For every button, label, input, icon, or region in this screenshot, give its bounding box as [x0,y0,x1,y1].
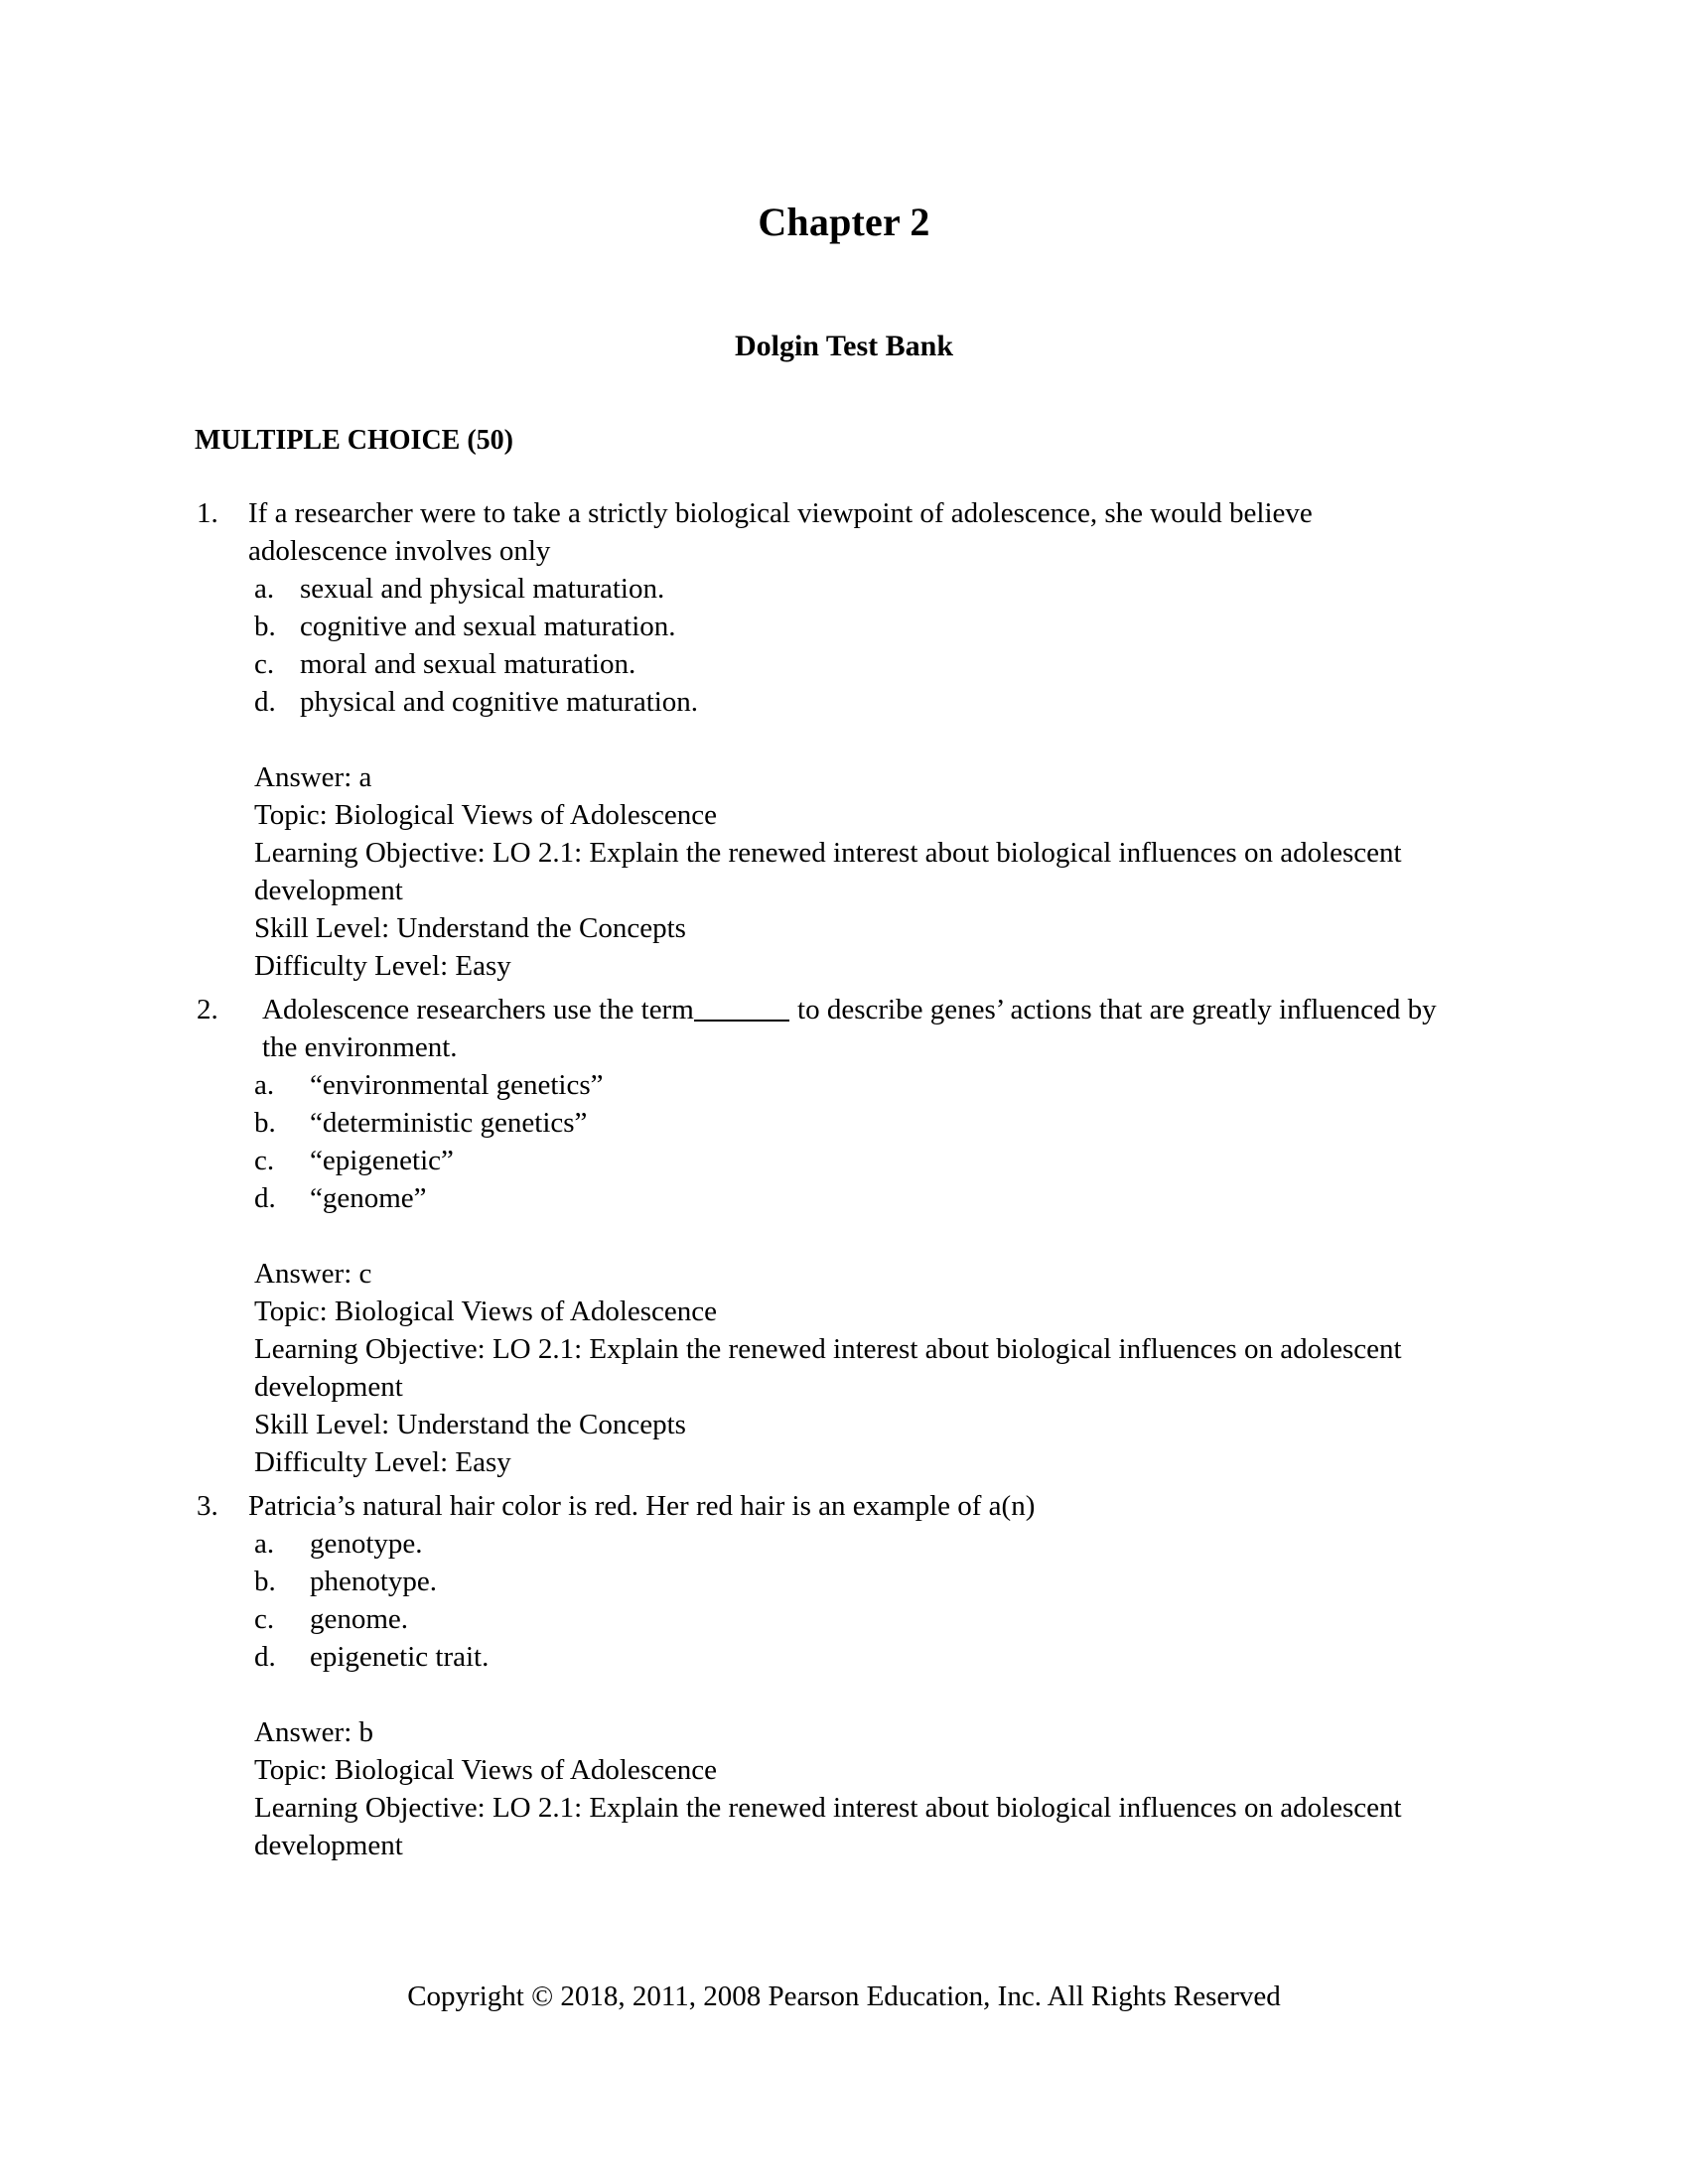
option-a[interactable] [0,1525,1688,1563]
option-text: physical and cognitive maturation. [300,686,699,718]
question-number: 3. [197,1490,218,1522]
option-d[interactable] [0,1179,1688,1217]
option-letter: b. [254,1107,276,1139]
question-text: Adolescence researchers use the term [262,994,694,1025]
option-text: “epigenetic” [310,1145,454,1176]
option-c[interactable] [0,1142,1688,1179]
question-text: Patricia’s natural hair color is red. Her red hair is an example of a(n) [248,1490,1036,1522]
option-text: moral and sexual maturation. [300,648,636,680]
answer-key: Answer: b [254,1716,374,1748]
option-letter: d. [254,1641,276,1673]
option-letter: c. [254,648,275,680]
option-text: epigenetic trait. [310,1641,490,1673]
questions-list [0,494,1688,1870]
option-b[interactable] [0,1104,1688,1142]
answer-options [0,1066,1688,1217]
option-b[interactable] [0,608,1688,645]
answer-options [0,1525,1688,1676]
option-text: “genome” [310,1182,427,1214]
option-letter: d. [254,686,276,718]
option-letter: d. [254,1182,276,1214]
answer-metadata-block [0,1713,1688,1864]
question-text: If a researcher were to take a strictly biological viewpoint of adolescence, she would believe adolescence involves only [248,497,1313,567]
difficulty-level-label: Difficulty Level: Easy [254,950,511,982]
learning-objective-label: Learning Objective: LO 2.1: Explain the renewed interest about biological influences on adolescent development [254,1333,1402,1403]
skill-level-label: Skill Level: Understand the Concepts [254,912,686,944]
page-footer-copyright: Copyright © 2018, 2011, 2008 Pearson Education, Inc. All Rights Reserved [407,1980,1281,2012]
question-number: 2. [197,994,218,1025]
document-subtitle: Dolgin Test Bank [734,330,954,362]
option-letter: c. [254,1145,275,1176]
option-letter: c. [254,1603,275,1635]
option-letter: b. [254,1566,276,1597]
question-stem [0,494,1688,570]
option-text: genotype. [310,1528,423,1560]
option-b[interactable] [0,1563,1688,1600]
skill-level-label: Skill Level: Understand the Concepts [254,1409,686,1440]
difficulty-level-label: Difficulty Level: Easy [254,1446,511,1478]
option-letter: a. [254,1069,275,1101]
question-block [0,1487,1688,1864]
option-a[interactable] [0,1066,1688,1104]
question-block [0,494,1688,985]
answer-key: Answer: a [254,761,372,793]
option-text: sexual and physical maturation. [300,573,665,605]
option-d[interactable] [0,1638,1688,1676]
question-block [0,991,1688,1481]
answer-key: Answer: c [254,1258,372,1290]
option-c[interactable] [0,645,1688,683]
learning-objective-label: Learning Objective: LO 2.1: Explain the renewed interest about biological influences on adolescent development [254,1792,1402,1861]
fill-in-blank [694,1020,789,1022]
option-text: “deterministic genetics” [310,1107,588,1139]
answer-metadata-block [0,758,1688,985]
answer-metadata-block [0,1255,1688,1481]
answer-options [0,570,1688,721]
question-stem [0,991,1688,1066]
option-text: “environmental genetics” [310,1069,604,1101]
topic-label: Topic: Biological Views of Adolescence [254,799,718,831]
topic-label: Topic: Biological Views of Adolescence [254,1296,718,1327]
option-d[interactable] [0,683,1688,721]
option-letter: a. [254,1528,275,1560]
question-stem [0,1487,1688,1525]
option-letter: a. [254,573,275,605]
option-text: genome. [310,1603,409,1635]
option-a[interactable] [0,570,1688,608]
question-number: 1. [197,497,218,529]
option-c[interactable] [0,1600,1688,1638]
section-heading-multiple-choice: MULTIPLE CHOICE (50) [195,425,514,456]
question-text-continued: to describe genes’ actions that are greatly influenced by the environment. [262,994,1437,1063]
learning-objective-label: Learning Objective: LO 2.1: Explain the renewed interest about biological influences on adolescent development [254,837,1402,906]
option-text: phenotype. [310,1566,438,1597]
chapter-title: Chapter 2 [758,200,930,244]
option-letter: b. [254,611,276,642]
topic-label: Topic: Biological Views of Adolescence [254,1754,718,1786]
option-text: cognitive and sexual maturation. [300,611,676,642]
